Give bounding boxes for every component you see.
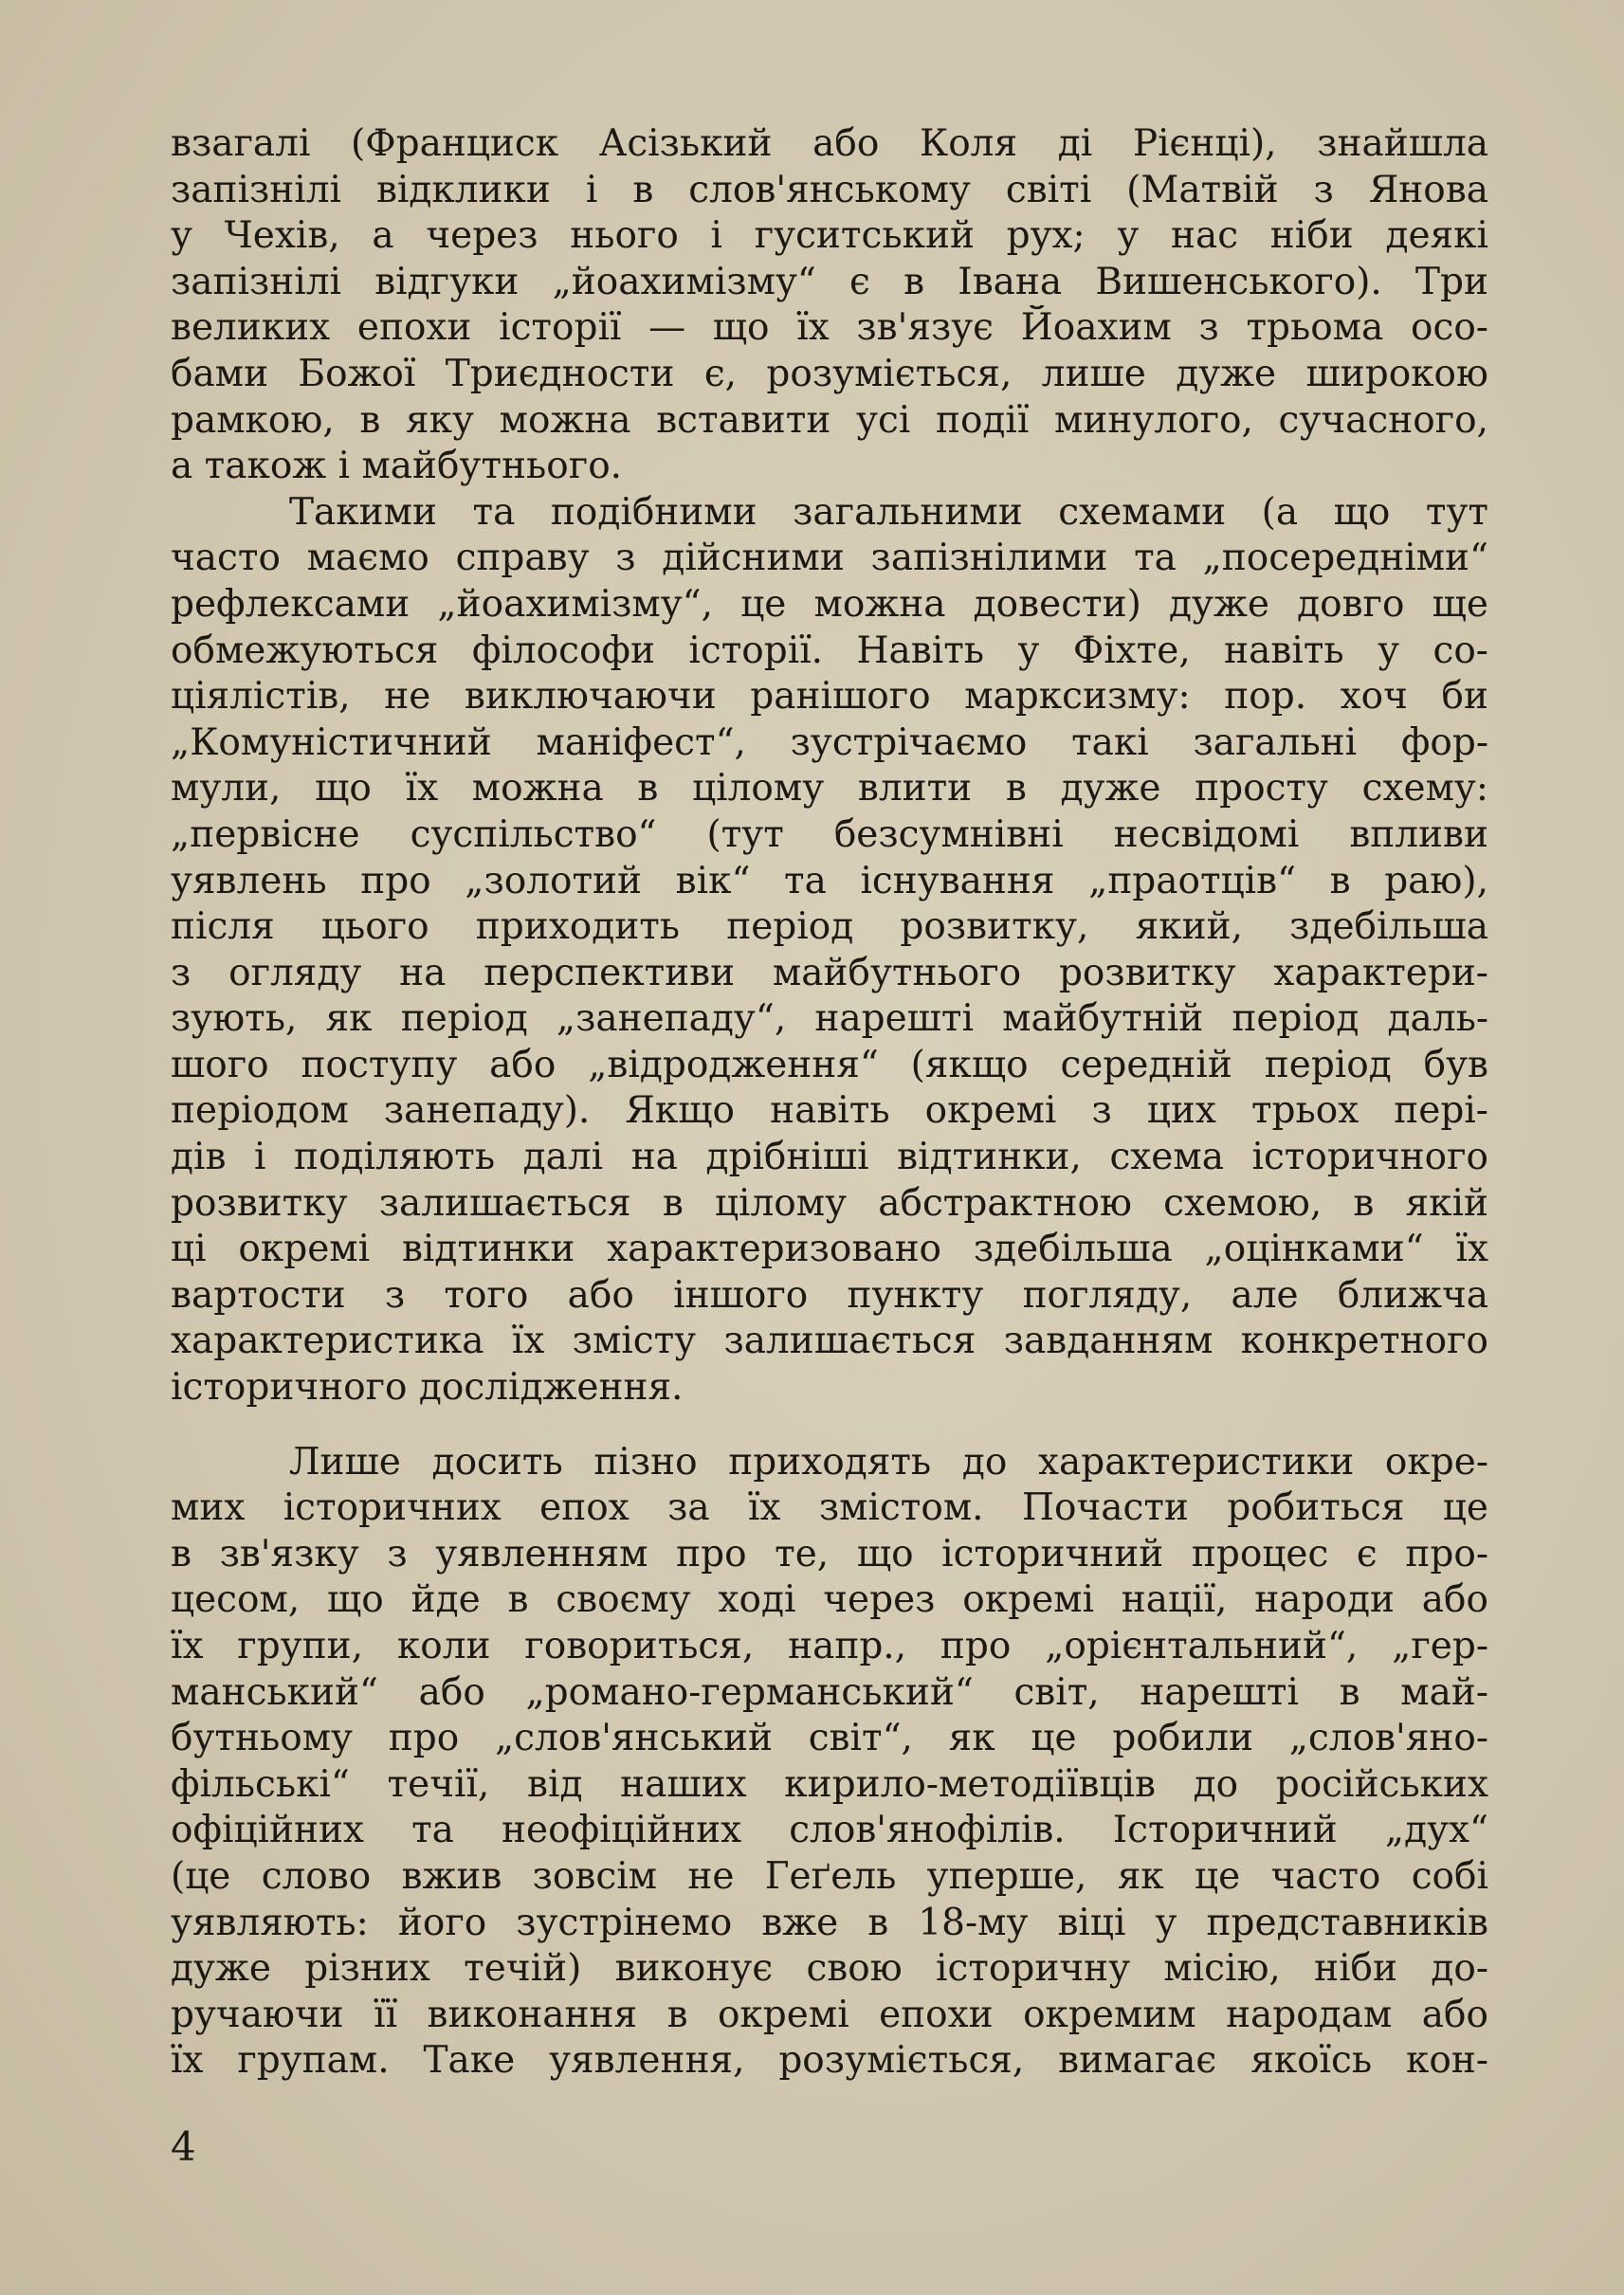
- paragraph-gap: [171, 1412, 1488, 1440]
- text-line: офіційних та неофіційних слов'янофілів. Історичний „дух“: [171, 1809, 1488, 1852]
- text-line: характеристика їх змісту залишається завданням конкретного: [171, 1320, 1488, 1363]
- text-line: після цього приходить період розвитку, який, здебільша: [171, 905, 1488, 949]
- text-line: уявлень про „золотий вік“ та існування „праотців“ в раю),: [171, 859, 1488, 902]
- text-line: цесом, що йде в своєму ході через окремі нації, народи або: [171, 1578, 1488, 1622]
- text-line: бами Божої Триєдности є, розуміється, лише дуже широкою: [171, 352, 1488, 395]
- text-line: в зв'язку з уявленням про те, що історичний процес є про-: [171, 1532, 1488, 1576]
- text-line: дуже різних течій) виконує свою історичну місію, ніби до-: [171, 1947, 1488, 1991]
- paragraph: [171, 1440, 1488, 2085]
- text-line: уявляють: його зустрінемо вже в 18-му віці у представників: [171, 1901, 1488, 1944]
- text-line: історичного дослідження.: [171, 1366, 684, 1410]
- text-line: ручаючи її виконання в окремі епохи окремим народам або: [171, 1993, 1488, 2036]
- text-line: часто маємо справу з дійсними запізнілими та „посередніми“: [171, 537, 1488, 580]
- text-line: „первісне суспільство“ (тут безсумнівні несвідомі впливи: [171, 812, 1488, 856]
- text-line: мули, що їх можна в цілому влити в дуже просту схему:: [171, 767, 1488, 811]
- text-line: Лише досить пізно приходять до характеристики окре-: [289, 1440, 1488, 1484]
- text-line: їх групи, коли говориться, напр., про „орієнтальний“, „гер-: [171, 1625, 1488, 1667]
- text-line: манський“ або „романо-германський“ світ, нарешті в май-: [171, 1670, 1488, 1714]
- paragraph: [171, 490, 1488, 1412]
- text-line: взагалі (Франциск Асізький або Коля ді Рієнці), знайшла: [171, 122, 1488, 165]
- text-line: у Чехів, а через нього і гуситський рух; у нас ніби деякі: [171, 214, 1488, 258]
- text-line: рамкою, в яку можна вставити усі події минулого, сучасного,: [171, 398, 1488, 442]
- text-line: запізнілі відгуки „йоахимізму“ є в Івана Вишенського). Три: [171, 260, 1488, 303]
- page-number: 4: [171, 2123, 196, 2170]
- text-line: ці окремі відтинки характеризовано здебільша „оцінками“ їх: [171, 1228, 1488, 1271]
- text-line: а також і майбутнього.: [171, 445, 623, 488]
- text-line: ціялістів, не виключаючи ранішого марксизму: пор. хоч би: [171, 675, 1488, 719]
- text-line: рефлексами „йоахимізму“, це можна довести) дуже довго ще: [171, 582, 1488, 626]
- text-line: фільські“ течії, від наших кирило-методіївців до російських: [171, 1762, 1488, 1806]
- text-line: „Комуністичний маніфест“, зустрічаємо такі загальні фор-: [171, 720, 1488, 764]
- text-line: мих історичних епох за їх змістом. Почасти робиться це: [171, 1486, 1488, 1530]
- paragraph: [171, 121, 1488, 490]
- text-line: (це слово вжив зовсім не Геґель уперше, як це часто собі: [171, 1854, 1488, 1898]
- text-line: розвитку залишається в цілому абстрактною схемою, в якій: [171, 1181, 1488, 1225]
- text-line: їх групам. Таке уявлення, розуміється, вимагає якоїсь кон-: [171, 2039, 1488, 2083]
- text-line: шого поступу або „відродження“ (якщо середній період був: [171, 1043, 1488, 1086]
- text-line: з огляду на перспективи майбутнього розвитку характери-: [171, 951, 1488, 994]
- page-text: [171, 121, 1488, 2085]
- text-line: періодом занепаду). Якщо навіть окремі з цих трьох пері-: [171, 1089, 1488, 1133]
- text-line: Такими та подібними загальними схемами (а що тут: [289, 490, 1488, 534]
- text-line: дів і поділяють далі на дрібніші відтинки, схема історичного: [171, 1136, 1488, 1179]
- text-line: зують, як період „занепаду“, нарешті майбутній період даль-: [171, 997, 1488, 1041]
- text-line: запізнілі відклики і в слов'янському світі (Матвій з Янова: [171, 168, 1488, 211]
- text-line: вартости з того або іншого пункту погляду, але ближча: [171, 1273, 1488, 1317]
- text-line: бутньому про „слов'янський світ“, як це робили „слов'яно-: [171, 1717, 1488, 1760]
- text-line: обмежуються філософи історії. Навіть у Фіхте, навіть у со-: [171, 628, 1488, 672]
- text-line: великих епохи історії — що їх зв'язує Йоахим з трьома осо-: [171, 306, 1488, 350]
